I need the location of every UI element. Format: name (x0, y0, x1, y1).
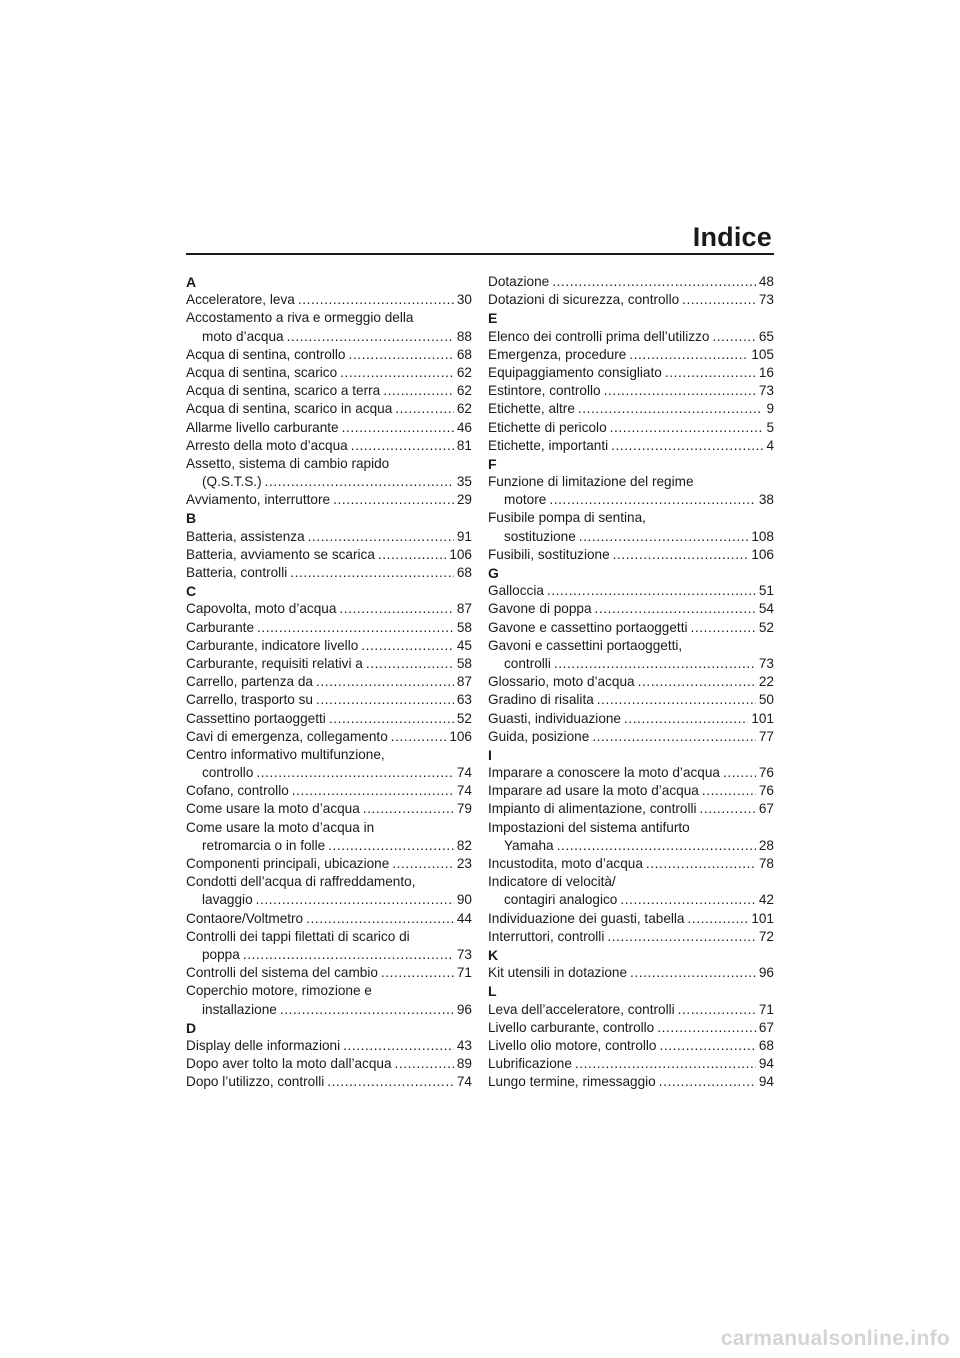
index-entry-label: Dopo aver tolto la moto dall’acqua (186, 1056, 392, 1072)
index-entry-label: Carrello, trasporto su (186, 692, 313, 708)
index-entry (186, 855, 472, 873)
index-page-number: 71 (758, 1001, 774, 1017)
dot-leader (257, 619, 454, 637)
index-entry (488, 800, 774, 818)
index-entry (488, 673, 774, 691)
index-entry-text: Impostazioni del sistema antifurto (488, 819, 690, 835)
index-page-number: 58 (456, 655, 472, 671)
index-entry (186, 673, 472, 691)
index-page-number: 4 (766, 437, 774, 453)
index-page-number: 79 (456, 801, 472, 817)
dot-leader (351, 437, 454, 455)
index-page-number: 9 (766, 401, 774, 417)
index-entry (488, 400, 774, 418)
index-entry (186, 346, 472, 364)
index-entry (186, 800, 472, 818)
index-entry (186, 691, 472, 709)
index-column-left (186, 273, 472, 1091)
index-entry (186, 400, 472, 418)
index-letter-heading: I (488, 746, 492, 763)
dot-leader (280, 1001, 454, 1019)
index-entry-label: Acqua di sentina, scarico in acqua (186, 401, 393, 417)
dot-leader (378, 546, 446, 564)
dot-leader (610, 419, 764, 437)
index-entry-label: Acqua di sentina, scarico (186, 364, 338, 380)
dot-leader (554, 655, 756, 673)
dot-leader (579, 528, 749, 546)
index-entry-label: contagiri analogico (504, 892, 618, 908)
index-entry (488, 328, 774, 346)
index-page-number: 105 (751, 346, 774, 362)
index-page-number: 43 (456, 1037, 472, 1053)
index-entry (488, 291, 774, 309)
index-page-number: 87 (456, 601, 472, 617)
index-entry-label: Interruttori, controlli (488, 928, 605, 944)
dot-leader (256, 891, 454, 909)
index-page-number: 62 (456, 383, 472, 399)
index-page-number: 62 (456, 401, 472, 417)
index-entry-label: Cofano, controllo (186, 783, 289, 799)
index-entry (488, 528, 774, 546)
index-page-number: 106 (449, 728, 472, 744)
index-entry-label: Contaore/Voltmetro (186, 910, 304, 926)
index-entry (488, 1073, 774, 1091)
index-entry-label: Avviamento, interruttore (186, 492, 331, 508)
index-page-number: 89 (456, 1056, 472, 1072)
index-entry-label: Etichette, altre (488, 401, 575, 417)
index-entry (186, 910, 472, 928)
index-entry-label: Come usare la moto d’acqua (186, 801, 360, 817)
index-letter-heading: B (186, 510, 197, 527)
index-entry-label: Fusibili, sostituzione (488, 546, 610, 562)
index-entry-label: lavaggio (202, 892, 253, 908)
index-entry (186, 564, 472, 582)
index-entry-label: Individuazione dei guasti, tabella (488, 910, 685, 926)
index-entry (186, 946, 472, 964)
index-entry-text: Fusibile pompa di sentina, (488, 510, 646, 526)
index-entry (488, 1055, 774, 1073)
index-entry-label: Allarme livello carburante (186, 419, 339, 435)
index-entry (488, 600, 774, 618)
index-page-number: 16 (758, 364, 774, 380)
index-entry (186, 655, 472, 673)
index-entry-label: Dopo l’utilizzo, controlli (186, 1074, 325, 1090)
index-entry-label: Controlli del sistema del cambio (186, 965, 378, 981)
dot-leader (348, 346, 453, 364)
index-entry-label: Imparare ad usare la moto d’acqua (488, 783, 699, 799)
index-entry-label: Galloccia (488, 583, 544, 599)
index-entry-label: Batteria, avviamento se scarica (186, 546, 375, 562)
index-entry (186, 291, 472, 309)
index-page-number: 42 (758, 892, 774, 908)
index-entry (488, 655, 774, 673)
index-page-number: 23 (456, 856, 472, 871)
dot-leader (611, 437, 763, 455)
index-page-number: 94 (758, 1056, 774, 1072)
index-entry-label: Acqua di sentina, scarico a terra (186, 383, 381, 399)
index-entry-text: Accostamento a riva e ormeggio della (186, 310, 414, 326)
index-entry-label: Glossario, moto d’acqua (488, 674, 635, 690)
index-letter-heading: C (186, 583, 197, 600)
dot-leader (340, 364, 454, 382)
index-entry-label: Emergenza, procedure (488, 346, 627, 362)
index-entry (186, 1001, 472, 1019)
index-entry (186, 491, 472, 509)
index-entry-label: Leva dell’acceleratore, controlli (488, 1001, 675, 1017)
index-letter-heading: L (488, 983, 497, 1000)
index-page-number: 76 (758, 765, 774, 781)
index-entry (186, 473, 472, 491)
index-entry-label: Componenti principali, ubicazione (186, 856, 390, 871)
index-entry-label: Cavi di emergenza, collegamento (186, 728, 388, 744)
index-entry (488, 928, 774, 946)
index-entry-text: Come usare la moto d’acqua in (186, 819, 375, 835)
index-entry (488, 619, 774, 637)
index-letter-heading: E (488, 310, 498, 327)
index-entry-label: Estintore, controllo (488, 383, 601, 399)
index-entry-label: Dotazioni di sicurezza, controllo (488, 292, 680, 308)
index-page-number: 73 (456, 946, 472, 962)
index-entry-label: controllo (202, 765, 254, 781)
dot-leader (547, 582, 756, 600)
index-entry (488, 364, 774, 382)
index-page-number: 30 (456, 292, 472, 308)
index-entry-label: Elenco dei controlli prima dell’utilizzo (488, 328, 710, 344)
index-page-number: 78 (758, 856, 774, 871)
index-entry (186, 728, 472, 746)
dot-leader (290, 564, 454, 582)
index-page-number: 44 (456, 910, 472, 926)
dot-leader (624, 710, 748, 728)
index-entry-label: sostituzione (504, 528, 576, 544)
page-title: Indice (692, 222, 772, 252)
index-entry-label: Impianto di alimentazione, controlli (488, 801, 697, 817)
dot-leader (660, 1037, 756, 1055)
index-entry-label: Incustodita, moto d’acqua (488, 856, 643, 871)
dot-leader (298, 291, 454, 309)
dot-leader (327, 1073, 454, 1091)
index-entry-label: poppa (202, 946, 240, 962)
dot-leader (665, 364, 756, 382)
index-entry-label: Lungo termine, rimessaggio (488, 1074, 656, 1090)
index-entry (488, 437, 774, 455)
dot-leader (629, 346, 748, 364)
index-entry (186, 710, 472, 728)
dot-leader (682, 291, 756, 309)
index-page-number: 73 (758, 655, 774, 671)
dot-leader (620, 891, 756, 909)
dot-leader (395, 400, 454, 418)
index-page-number: 81 (456, 437, 472, 453)
dot-leader (328, 837, 454, 855)
index-entry (186, 419, 472, 437)
index-entry (186, 891, 472, 909)
index-page-number: 63 (456, 692, 472, 708)
index-page-number: 106 (751, 546, 774, 562)
dot-leader (265, 473, 454, 491)
dot-leader (557, 837, 756, 855)
index-entry (186, 637, 472, 655)
index-page-number: 35 (456, 474, 472, 490)
dot-leader (306, 910, 454, 928)
index-page-number: 48 (758, 274, 774, 289)
index-entry (488, 382, 774, 400)
index-entry-label: Kit utensili in dotazione (488, 965, 628, 981)
title-rule (186, 253, 774, 255)
dot-leader (712, 328, 755, 346)
index-entry-label: controlli (504, 655, 551, 671)
index-page-number: 72 (758, 928, 774, 944)
index-entry-text: Funzione di limitazione del regime (488, 474, 694, 490)
index-entry-label: retromarcia o in folle (202, 837, 326, 853)
dot-leader (292, 782, 454, 800)
index-entry (186, 364, 472, 382)
index-entry-label: Acceleratore, leva (186, 292, 295, 308)
index-page-number: 88 (456, 328, 472, 344)
dot-leader (688, 910, 749, 928)
index-page-number: 74 (456, 1074, 472, 1090)
index-entry-label: Dotazione (488, 274, 550, 289)
index-entry (186, 1037, 472, 1055)
dot-leader (316, 673, 454, 691)
dot-leader (702, 782, 756, 800)
dot-leader (342, 419, 454, 437)
dot-leader (392, 855, 454, 873)
dot-leader (638, 673, 756, 691)
index-entry (488, 728, 774, 746)
index-entry-text: Centro informativo multifunzione, (186, 746, 385, 762)
index-page-number: 51 (758, 583, 774, 599)
index-entry-label: Yamaha (504, 837, 554, 853)
dot-leader (308, 528, 454, 546)
index-entry (186, 437, 472, 455)
index-entry-label: Equipaggiamento consigliato (488, 364, 662, 380)
index-page-number: 101 (751, 910, 774, 926)
dot-leader (383, 382, 454, 400)
index-page-number: 45 (456, 637, 472, 653)
dot-leader (657, 1019, 756, 1037)
index-entry-label: Display delle informazioni (186, 1037, 341, 1053)
dot-leader (366, 655, 454, 673)
index-entry (488, 837, 774, 855)
index-page-number: 65 (758, 328, 774, 344)
index-entry-label: Livello olio motore, controllo (488, 1037, 657, 1053)
index-page-number: 106 (449, 546, 472, 562)
index-entry-label: Etichette di pericolo (488, 419, 607, 435)
index-page-number: 73 (758, 292, 774, 308)
dot-leader (381, 964, 454, 982)
index-entry (488, 1019, 774, 1037)
index-page-number: 28 (758, 837, 774, 853)
index-page-number: 74 (456, 783, 472, 799)
dot-leader (691, 619, 756, 637)
index-entry (488, 855, 774, 873)
dot-leader (549, 491, 756, 509)
dot-leader (575, 1055, 756, 1073)
index-entry (488, 891, 774, 909)
index-entry-label: Livello carburante, controllo (488, 1019, 655, 1035)
index-page-number: 67 (758, 1019, 774, 1035)
index-entry-label: Lubrificazione (488, 1056, 572, 1072)
index-entry (488, 546, 774, 564)
dot-leader (361, 637, 454, 655)
dot-leader (339, 600, 453, 618)
index-entry (488, 491, 774, 509)
index-page-number: 29 (456, 492, 472, 508)
index-entry-label: Cassettino portaoggetti (186, 710, 326, 726)
index-page-number: 101 (751, 710, 774, 726)
index-page-number: 82 (456, 837, 472, 853)
dot-leader (552, 273, 756, 291)
index-page-number: 5 (766, 419, 774, 435)
index-entry (488, 782, 774, 800)
index-entry-label: Gradino di risalita (488, 692, 594, 708)
index-entry (488, 691, 774, 709)
index-entry (186, 600, 472, 618)
index-page-number: 96 (456, 1001, 472, 1017)
index-page-number: 62 (456, 364, 472, 380)
dot-leader (578, 400, 764, 418)
index-page-number: 73 (758, 383, 774, 399)
index-page-number: 68 (456, 346, 472, 362)
index-page-number: 38 (758, 492, 774, 508)
index-page-number: 58 (456, 619, 472, 635)
dot-leader (363, 800, 454, 818)
index-entry-label: Carburante (186, 619, 255, 635)
index-page-number: 46 (456, 419, 472, 435)
dot-leader (613, 546, 749, 564)
index-entry-label: Batteria, controlli (186, 565, 288, 580)
index-entry-text: Controlli dei tappi filettati di scarico di (186, 928, 410, 944)
index-page-number: 68 (758, 1037, 774, 1053)
index-entry (186, 382, 472, 400)
index-entry-label: Carrello, partenza da (186, 674, 313, 690)
index-page-number: 68 (456, 565, 472, 580)
dot-leader (678, 1001, 756, 1019)
dot-leader (316, 691, 454, 709)
index-entry (186, 528, 472, 546)
index-entry (186, 837, 472, 855)
index-letter-heading: F (488, 455, 497, 472)
dot-leader (700, 800, 756, 818)
index-page-number: 52 (456, 710, 472, 726)
index-entry (186, 328, 472, 346)
index-column-right (488, 273, 774, 1091)
index-letter-heading: D (186, 1019, 197, 1036)
index-entry-text: Assetto, sistema di cambio rapido (186, 455, 390, 471)
index-entry (488, 1037, 774, 1055)
dot-leader (343, 1037, 454, 1055)
index-page-number: 91 (456, 528, 472, 544)
index-entry (488, 1001, 774, 1019)
index-entry-label: Carburante, requisiti relativi a (186, 655, 363, 671)
index-entry (488, 964, 774, 982)
index-entry-text: Gavoni e cassettini portaoggetti, (488, 637, 683, 653)
index-entry-label: Carburante, indicatore livello (186, 637, 359, 653)
index-page-number: 52 (758, 619, 774, 635)
index-letter-heading: G (488, 565, 499, 581)
index-entry-text: Condotti dell’acqua di raffreddamento, (186, 874, 416, 890)
dot-leader (659, 1073, 756, 1091)
index-entry-label: Guasti, individuazione (488, 710, 621, 726)
index-entry-label: Acqua di sentina, controllo (186, 346, 346, 362)
dot-leader (630, 964, 756, 982)
dot-leader (287, 328, 454, 346)
dot-leader (243, 946, 454, 964)
index-page-number: 71 (456, 965, 472, 981)
index-entry (488, 710, 774, 728)
index-page-number: 90 (456, 892, 472, 908)
index-entry-label: moto d’acqua (202, 328, 284, 344)
index-entry-label: (Q.S.T.S.) (202, 474, 262, 490)
index-entry-label: Gavone e cassettino portaoggetti (488, 619, 688, 635)
index-entry-text: Indicatore di velocità/ (488, 874, 616, 890)
dot-leader (607, 928, 756, 946)
index-page-number: 76 (758, 783, 774, 799)
index-page-number: 94 (758, 1074, 774, 1090)
index-page-number: 96 (758, 965, 774, 981)
index-page-number: 67 (758, 801, 774, 817)
index-entry-label: Batteria, assistenza (186, 528, 305, 544)
dot-leader (723, 764, 756, 782)
index-page-number: 108 (751, 528, 774, 544)
index-entry (488, 582, 774, 600)
index-entry-label: motore (504, 492, 547, 508)
index-entry-label: Arresto della moto d’acqua (186, 437, 348, 453)
index-entry-label: Capovolta, moto d’acqua (186, 601, 337, 617)
watermark: carmanualsonline.info (720, 1327, 950, 1350)
index-entry (488, 910, 774, 928)
dot-leader (592, 728, 756, 746)
index-page-number: 22 (758, 674, 774, 690)
index-entry-label: Guida, posizione (488, 728, 590, 744)
index-entry (488, 419, 774, 437)
index-entry (488, 273, 774, 291)
index-page-number: 77 (758, 728, 774, 744)
index-entry-text: Coperchio motore, rimozione e (186, 983, 372, 999)
index-letter-heading: K (488, 946, 499, 963)
index-page-number: 50 (758, 692, 774, 708)
dot-leader (333, 491, 454, 509)
index-page-number: 87 (456, 674, 472, 690)
index-entry (186, 764, 472, 782)
index-entry (186, 782, 472, 800)
index-entry-label: Gavone di poppa (488, 601, 592, 617)
dot-leader (597, 691, 756, 709)
index-entry (186, 1055, 472, 1073)
dot-leader (256, 764, 453, 782)
index-page-number: 54 (758, 601, 774, 617)
dot-leader (391, 728, 447, 746)
index-entry (186, 546, 472, 564)
dot-leader (646, 855, 756, 873)
index-entry-label: Imparare a conoscere la moto d’acqua (488, 765, 720, 781)
dot-leader (604, 382, 756, 400)
index-entry-label: installazione (202, 1001, 277, 1017)
dot-leader (329, 710, 454, 728)
index-entry (488, 764, 774, 782)
index-letter-heading: A (186, 274, 197, 290)
index-entry-label: Etichette, importanti (488, 437, 609, 453)
index-entry (186, 619, 472, 637)
dot-leader (595, 600, 756, 618)
index-entry (186, 964, 472, 982)
index-page-number: 74 (456, 765, 472, 781)
index-entry (488, 346, 774, 364)
index-entry (186, 1073, 472, 1091)
dot-leader (395, 1055, 454, 1073)
